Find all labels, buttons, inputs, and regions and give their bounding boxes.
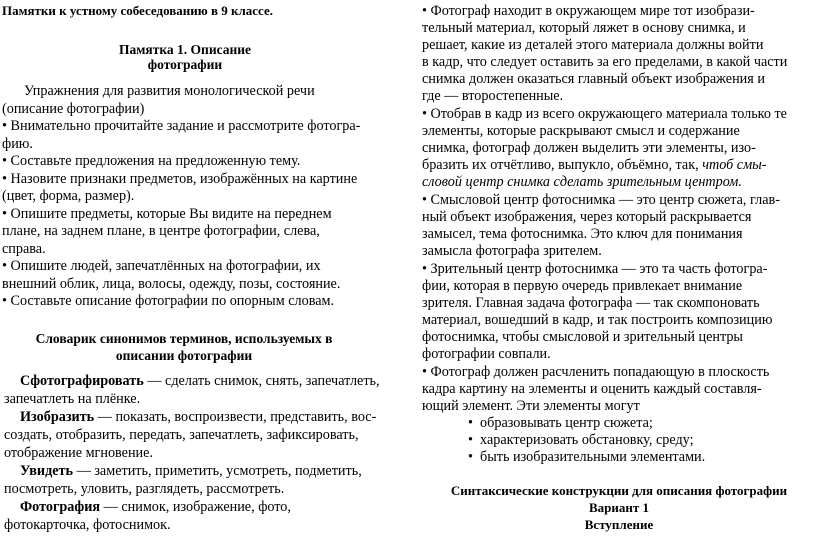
- para-italic-line: словой центр снимка сделать зрительным центром.: [422, 174, 742, 190]
- dictionary-line: [20, 498, 291, 516]
- dictionary-term: Сфотографировать: [20, 373, 144, 389]
- para-line: • Смысловой центр фотоснимка — это центр сюжета, глав-: [422, 192, 780, 208]
- para-line: элементы, которые раскрывают смысл и содержание: [422, 123, 740, 139]
- para-line: • Зрительный центр фотоснимка — это та часть фотогра-: [422, 261, 768, 277]
- list-line: • Опишите предметы, которые Вы видите на переднем: [2, 206, 332, 222]
- list-line: • Внимательно прочитайте задание и рассмотрите фотогра-: [2, 118, 361, 134]
- para-line: [422, 156, 767, 174]
- para-line: замысел, тема фотоснимка. Это ключ для понимания: [422, 226, 743, 242]
- dictionary-subtitle: описании фотографии: [115, 348, 253, 363]
- dictionary-line: посмотреть, уловить, разглядеть, рассмотреть.: [4, 481, 285, 497]
- dictionary-line: [20, 372, 380, 390]
- list-line: • Опишите людей, запечатлённых на фотографии, их: [2, 258, 321, 274]
- syntax-title: Синтаксические конструкции для описания фотографии: [450, 483, 788, 498]
- dictionary-term: Фотография: [20, 499, 101, 515]
- memo-title: Памятка 1. Описание: [118, 42, 252, 57]
- list-line: внешний облик, лица, волосы, одежду, позы, состояние.: [2, 276, 341, 292]
- intro-line: Упражнения для развития монологической речи: [24, 83, 315, 99]
- list-line: • Назовите признаки предметов, изображённых на картине: [2, 171, 358, 187]
- para-line: • Фотограф находит в окружающем мире тот изобрази-: [422, 3, 755, 19]
- para-line: ный объект изображения, через который раскрывается: [422, 209, 752, 225]
- para-line: фотоснимка, чтобы смысловой и зрительный центры: [422, 329, 743, 345]
- para-line: фотографии совпали.: [422, 346, 551, 362]
- dictionary-line: запечатлеть на плёнке.: [4, 391, 141, 407]
- list-line: справа.: [2, 241, 46, 257]
- dictionary-line: создать, отобразить, передать, запечатлеть, зафиксировать,: [4, 427, 359, 443]
- para-line: зрителя. Главная задача фотографа — так скомпоновать: [422, 295, 760, 311]
- variant-title: Вариант 1: [588, 500, 650, 515]
- para-line: замысла фотографа зрителем.: [422, 243, 602, 259]
- dictionary-line: [20, 462, 362, 480]
- intro-heading: Вступление: [584, 517, 654, 532]
- para-line: в кадр, что следует оставить за его пределами, в какой части: [422, 54, 788, 70]
- para-line: материал, вошедший в кадр, и так построить композицию: [422, 312, 773, 328]
- para-line: • Отобрав в кадр из всего окружающего материала только те: [422, 106, 787, 122]
- dictionary-line: отображение мгновение.: [4, 445, 153, 461]
- list-line: фию.: [2, 136, 33, 152]
- dictionary-text: — сделать снимок, снять, запечатлеть,: [143, 373, 380, 389]
- memo-subtitle: фотографии: [147, 57, 223, 72]
- list-line: • Составьте описание фотографии по опорным словам.: [2, 293, 335, 309]
- dictionary-line: [20, 408, 376, 426]
- list-line: • Составьте предложения на предложенную тему.: [2, 153, 301, 169]
- para-italic-text: чтоб смы-: [702, 157, 767, 173]
- para-text: бразить их отчётливо, выпукло, объёмно, так,: [422, 157, 703, 173]
- dictionary-text: — заметить, приметить, усмотреть, подметить,: [73, 463, 362, 479]
- document-header: Памятки к устному собеседованию в 9 классе.: [2, 3, 273, 18]
- para-line: кадра картину на элементы и оценить каждый составля-: [422, 381, 762, 397]
- para-line: где — второстепенные.: [422, 88, 564, 104]
- list-line: плане, на заднем плане, в центре фотографии, слева,: [2, 223, 320, 239]
- para-line: фии, которая в первую очередь привлекает внимание: [422, 278, 743, 294]
- dictionary-line: фотокарточка, фотоснимок.: [4, 517, 171, 533]
- para-line: решает, какие из деталей этого материала должны войти: [422, 37, 764, 53]
- dictionary-term: Увидеть: [20, 463, 74, 479]
- dictionary-term: Изобразить: [20, 409, 95, 425]
- para-line: тельный материал, который ляжет в основу снимка, и: [422, 20, 746, 36]
- sub-list-item: • характеризовать обстановку, среду;: [468, 432, 694, 448]
- para-line: снимка должен оказаться главный объект изображения и: [422, 71, 765, 87]
- dictionary-title: Словарик синонимов терминов, используемых в: [35, 331, 333, 346]
- intro-line: (описание фотографии): [2, 101, 145, 117]
- sub-list-item: • образовывать центр сюжета;: [468, 415, 653, 431]
- para-line: • Фотограф должен расчленить попадающую в плоскость: [422, 364, 770, 380]
- para-line: снимка, фотограф должен выделить эти элементы, изо-: [422, 140, 756, 156]
- dictionary-text: — снимок, изображение, фото,: [100, 499, 291, 515]
- dictionary-text: — показать, воспроизвести, представить, вос-: [94, 409, 377, 425]
- para-line: ющий элемент. Эти элементы могут: [422, 398, 640, 414]
- list-line: (цвет, форма, размер).: [2, 188, 135, 204]
- sub-list-item: • быть изобразительными элементами.: [468, 449, 706, 465]
